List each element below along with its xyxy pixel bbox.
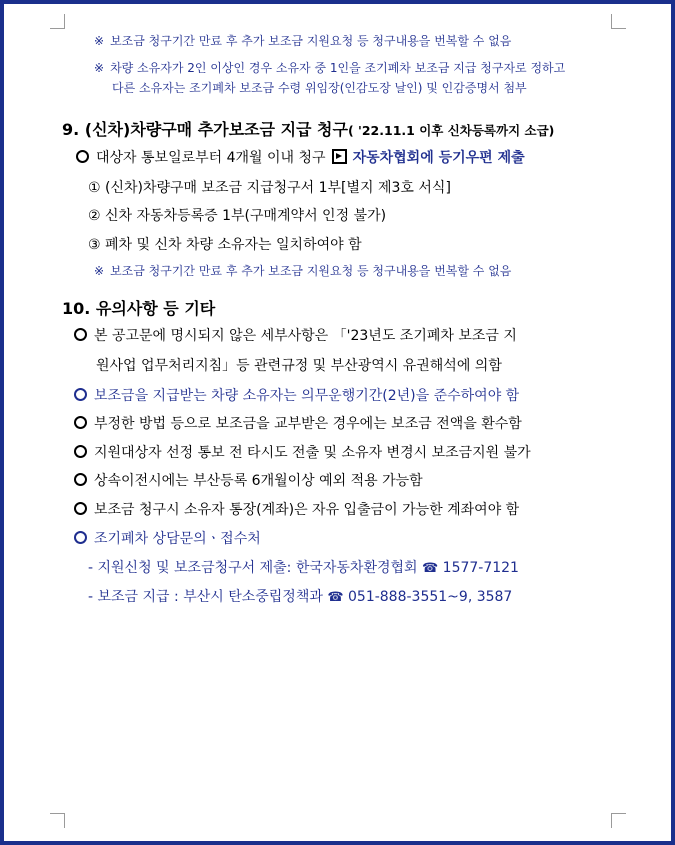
crop-mark-bottom-right <box>611 813 626 828</box>
note-line: ※ 보조금 청구기간 만료 후 추가 보조금 지원요청 등 청구내용을 번복할 수 없음 <box>94 34 512 48</box>
section-10-bullet: 보조금 청구시 소유자 통장(계좌)은 자유 입출금이 가능한 계좌여야 함 <box>74 499 519 519</box>
section-10-bullet: 상속이전시에는 부산등록 6개월이상 예외 적용 가능함 <box>74 470 423 490</box>
section-10-bullet-continuation: 원사업 업무처리지침」등 관련규정 및 부산광역시 유권해석에 의함 <box>96 358 502 374</box>
note-line: ※ 차량 소유자가 2인 이상인 경우 소유자 중 1인을 조기폐차 보조금 지급 청구자로 정하고 <box>94 61 566 75</box>
arrow-box-icon <box>332 149 347 164</box>
section-9-item: ② 신차 자동차등록증 1부(구매계약서 인정 불가) <box>88 208 387 224</box>
section-10-title: 10. 유의사항 등 기타 <box>62 299 216 318</box>
crop-mark-bottom-left <box>50 813 65 828</box>
note-line: 다른 소유자는 조기폐차 보조금 수령 위임장(인감도장 날인) 및 인감증명서 첨부 <box>112 81 527 95</box>
phone-icon: ☎ <box>422 561 439 576</box>
bullet-circle-icon <box>74 531 87 544</box>
section-9-item: ③ 폐차 및 신차 차량 소유자는 일치하여야 함 <box>88 237 362 253</box>
section-9-note: ※ 보조금 청구기간 만료 후 추가 보조금 지원요청 등 청구내용을 번복할 수 없음 <box>94 264 512 278</box>
section-10-bullet: 조기폐차 상담문의ㆍ접수처 <box>74 528 261 548</box>
section-10-bullet: 부정한 방법 등으로 보조금을 교부받은 경우에는 보조금 전액을 환수함 <box>74 413 522 433</box>
section-10-bullet: 보조금을 지급받는 차량 소유자는 의무운행기간(2년)을 준수하여야 함 <box>74 385 519 405</box>
bullet-circle-icon <box>74 328 87 341</box>
crop-mark-top-left <box>50 14 65 29</box>
bullet-circle-icon <box>74 473 87 486</box>
bullet-circle-icon <box>74 502 87 515</box>
phone-icon: ☎ <box>327 590 344 605</box>
contact-line: - 지원신청 및 보조금청구서 제출: 한국자동차환경협회 ☎ 1577-7121 <box>88 560 519 576</box>
section-9-item: ① (신차)차량구매 보조금 지급청구서 1부[별지 제3호 서식] <box>88 180 451 196</box>
bullet-circle-icon <box>74 388 87 401</box>
bullet-circle-icon <box>76 150 89 163</box>
section-10-bullet: 본 공고문에 명시되지 않은 세부사항은 「'23년도 조기폐차 보조금 지 <box>74 325 517 345</box>
section-10-bullet: 지원대상자 선정 통보 전 타시도 전출 및 소유자 변경시 보조금지원 불가 <box>74 442 531 462</box>
section-9-main-line: 대상자 통보일로부터 4개월 이내 청구 자동차협회에 등기우편 제출 <box>76 147 525 167</box>
contact-line: - 보조금 지급 : 부산시 탄소중립정책과 ☎ 051-888-3551~9, 3587 <box>88 589 513 605</box>
bullet-circle-icon <box>74 416 87 429</box>
bullet-circle-icon <box>74 445 87 458</box>
section-9-title: 9. (신차)차량구매 추가보조금 지급 청구( '22.11.1 이후 신차등록까지 소급) <box>62 120 555 139</box>
crop-mark-top-right <box>611 14 626 29</box>
